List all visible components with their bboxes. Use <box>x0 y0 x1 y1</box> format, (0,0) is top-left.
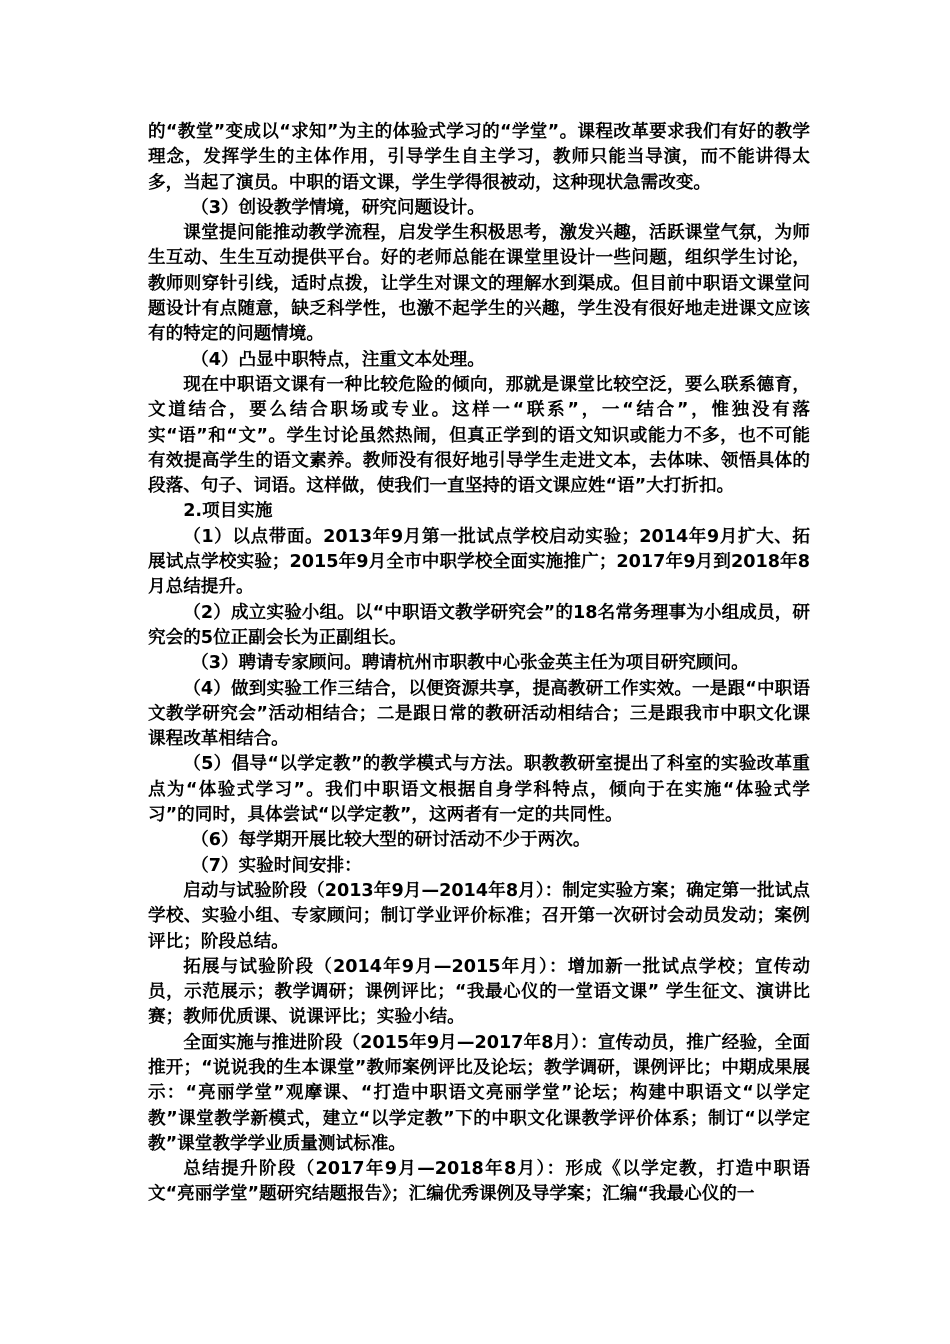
heading-item-4: （4）凸显中职特点，注重文本处理。 <box>191 349 485 370</box>
list-item-6: （6）每学期开展比较大型的研讨活动不少于两次。 <box>191 830 591 851</box>
list-item-2: （2）成立实验小组。以“中职语文教学研究会”的18名常务理事为小组成员，研究会的5位正副会长为正副组长。 <box>148 602 810 648</box>
phase-start: 启动与试验阶段（2013年9月—2014年8月）：制定实验方案；确定第一批试点学校、实验小组、专家顾问；制订学业评价标准；召开第一次研讨会动员发动；案例评比；阶段总结。 <box>148 880 810 952</box>
list-item-7: （7）实验时间安排： <box>191 855 362 876</box>
paragraph-question-design: 课堂提问能推动教学流程，启发学生积极思考，激发兴趣，活跃课堂气氛，为师生互动、生生互动提供平台。好的老师总能在课堂里设计一些问题，组织学生讨论，教师则穿针引线，适时点拨，让学生对课文的理解水到渠成。但目前中职语文课堂问题设计有点随意，缺乏科学性，也激不起学生的兴趣，学生没有很好地走进课文应该有的特定的问题情境。 <box>148 223 810 345</box>
phase-full-implementation: 全面实施与推进阶段（2015年9月—2017年8月）：宣传动员，推广经验，全面推开；“说说我的生本课堂”教师案例评比及论坛；教学调研，课例评比；中期成果展示：“亮丽学堂”观摩课、“打造中职语文亮丽学堂”论坛；构建中职语文“以学定教”课堂教学新模式，建立“以学定教”下的中职文化课教学评价体系；制订“以学定教”课堂教学学业质量测试标准。 <box>148 1032 810 1154</box>
paragraph-intro-continuation: 的“教堂”变成以“求知”为主的体验式学习的“学堂”。课程改革要求我们有好的教学理念，发挥学生的主体作用，引导学生自主学习，教师只能当导演，而不能讲得太多，当起了演员。中职的语文课，学生学得很被动，这种现状急需改变。 <box>148 122 810 193</box>
list-item-1: （1）以点带面。2013年9月第一批试点学校启动实验；2014年9月扩大、拓展试点学校实验；2015年9月全市中职学校全面实施推广；2017年9月到2018年8月总结提升。 <box>148 526 810 598</box>
heading-item-3: （3）创设教学情境，研究问题设计。 <box>191 197 485 218</box>
phase-summary: 总结提升阶段（2017年9月—2018年8月）：形成《以学定教，打造中职语文“亮丽学堂”题研究结题报告》；汇编优秀课例及导学案；汇编“我最心仪的一 <box>148 1159 810 1205</box>
phase-expand: 拓展与试验阶段（2014年9月—2015年月）：增加新一批试点学校；宣传动员，示范展示；教学调研；课例评比；“我最心仪的一堂语文课” 学生征文、演讲比赛；教师优质课、说课评比；实验小结。 <box>148 956 810 1028</box>
list-item-5: （5）倡导“以学定教”的教学模式与方法。职教教研室提出了科室的实验改革重点为“体验式学习”。我们中职语文根据自身学科特点，倾向于在实施“体验式学习”的同时，具体尝试“以学定教”，这两者有一定的共同性。 <box>148 754 810 826</box>
list-item-3: （3）聘请专家顾问。聘请杭州市职教中心张金英主任为项目研究顾问。 <box>191 653 749 674</box>
document-body <box>148 120 810 1208</box>
section-heading-implementation: 2.项目实施 <box>183 501 273 522</box>
list-item-4: （4）做到实验工作三结合，以便资源共享，提高教研工作实效。一是跟“中职语文教学研究会”活动相结合；二是跟日常的教研活动相结合；三是跟我市中职文化课课程改革相结合。 <box>148 678 810 750</box>
paragraph-text-handling: 现在中职语文课有一种比较危险的倾向，那就是课堂比较空泛，要么联系德育，文道结合，要么结合职场或专业。这样一“联系”，一“结合”，惟独没有落实“语”和“文”。学生讨论虽然热闹，但真正学到的语文知识或能力不多，也不可能有效提高学生的语文素养。教师没有很好地引导学生走进文本，去体味、领悟具体的段落、句子、词语。这样做，使我们一直坚持的语文课应姓“语”大打折扣。 <box>148 374 810 497</box>
